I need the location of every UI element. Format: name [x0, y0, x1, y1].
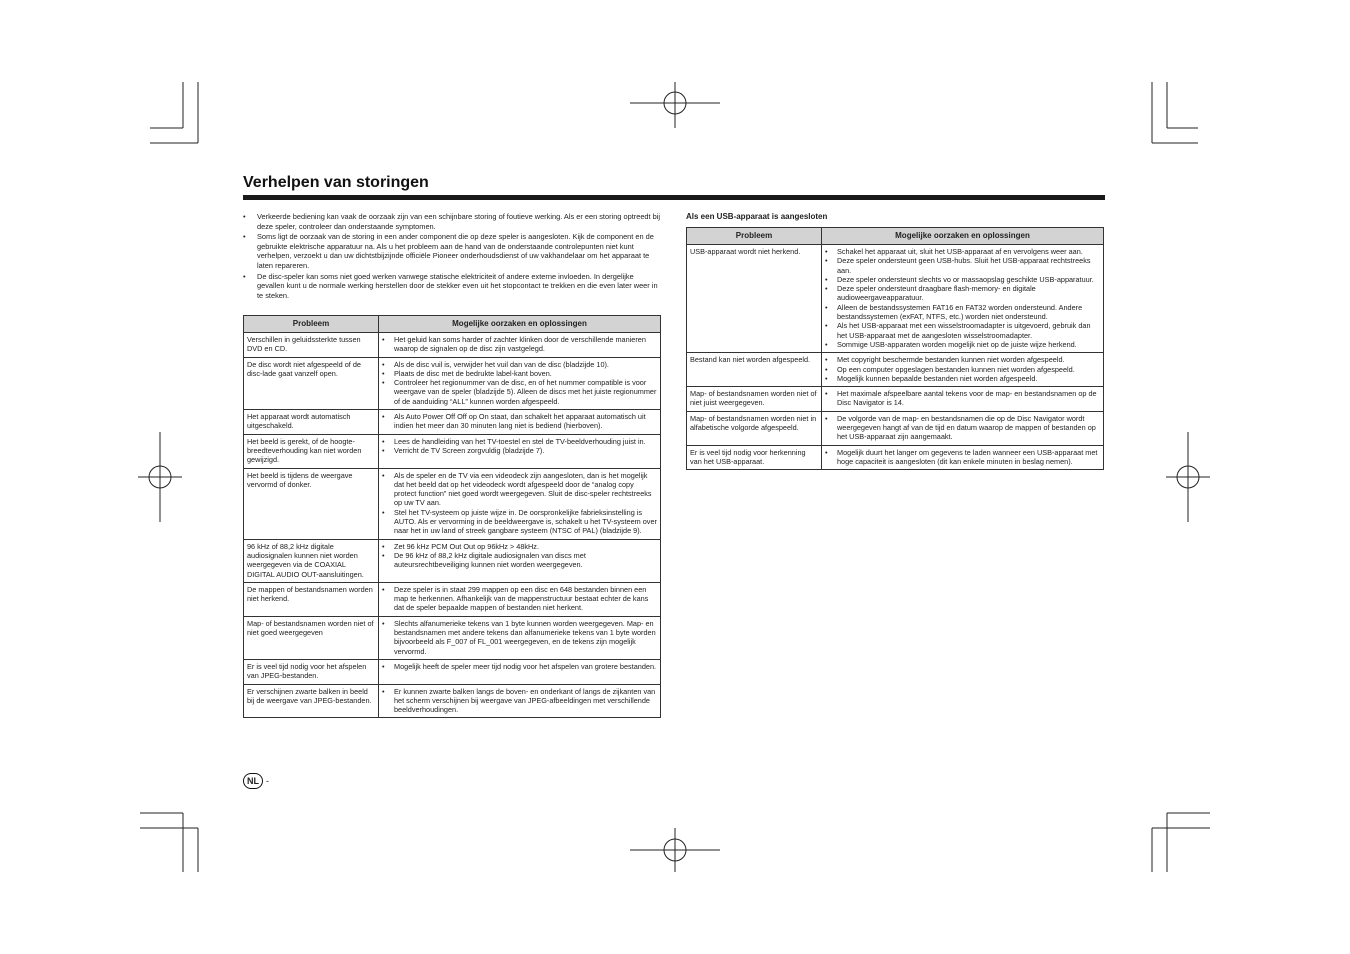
solution-item: • Met copyright beschermde bestanden kunnen niet worden afgespeeld.: [825, 355, 1100, 364]
usb-troubleshooting-table: [686, 227, 1104, 470]
solution-item: • Als het USB-apparaat met een wisselstroomadapter is uitgevoerd, gebruik dan het USB-apparaat met de aangesloten wisselstroomadapter.: [825, 321, 1100, 340]
column-header-problem: Probleem: [244, 316, 379, 333]
table-row: [244, 659, 661, 684]
table-row: [244, 582, 661, 616]
solution-item: • Als Auto Power Off Off op On staat, dan schakelt het apparaat automatisch uit indien het meer dan 30 minuten lang niet is bediend (hierboven).: [382, 412, 657, 431]
solutions-list: [382, 687, 657, 715]
solutions-cell: [822, 387, 1104, 412]
intro-item: • Verkeerde bediening kan vaak de oorzaak zijn van een schijnbare storing of foutieve werking. Als er een storing optreedt bij deze speler, controleer dan onderstaande symptomen.: [243, 212, 661, 231]
intro-list: [243, 212, 661, 301]
column-header-solutions: Mogelijke oorzaken en oplossingen: [379, 316, 661, 333]
table-row: [244, 539, 661, 582]
solution-item: • Deze speler ondersteunt geen USB-hubs. Sluit het USB-apparaat rechtstreeks aan.: [825, 256, 1100, 275]
table-row: [687, 245, 1104, 353]
solutions-list: [382, 360, 657, 406]
page-number-text: -: [266, 776, 269, 786]
solutions-list: [382, 335, 657, 354]
language-badge: NL: [243, 773, 263, 789]
solution-item: • Slechts alfanumerieke tekens van 1 byte kunnen worden weergegeven. Map- en bestandsnamen met andere tekens dan alfanumerieke tekens van 1 byte worden bijvoorbeeld als F_007 of FL_001 weergegeven, en de tekens zijn mogelijk vervormd.: [382, 619, 657, 656]
problem-cell: Map- of bestandsnamen worden niet of niet goed weergegeven: [244, 616, 379, 659]
solution-item: • Mogelijk heeft de speler meer tijd nodig voor het afspelen van grotere bestanden.: [382, 662, 657, 671]
problem-cell: Map- of bestandsnamen worden niet of niet juist weergegeven.: [687, 387, 822, 412]
solutions-cell: [379, 616, 661, 659]
solutions-list: [382, 471, 657, 536]
page-title: Verhelpen van storingen: [243, 174, 429, 191]
solutions-cell: [822, 353, 1104, 387]
solutions-list: [825, 247, 1100, 349]
solution-item: • Deze speler ondersteunt slechts vo or massaopslag geschikte USB-apparatuur.: [825, 275, 1100, 284]
solutions-list: [382, 619, 657, 656]
solutions-list: [382, 437, 657, 456]
solution-item: • De 96 kHz of 88,2 kHz digitale audiosignalen van discs met auteursrechtbeveiliging kunnen niet worden weergegeven.: [382, 551, 657, 570]
solution-item: • Alleen de bestandssystemen FAT16 en FAT32 worden ondersteund. Andere bestandssystemen (exFAT, NTFS, etc.) worden niet ondersteund.: [825, 303, 1100, 322]
intro-item: • De disc-speler kan soms niet goed werken vanwege statische elektriciteit of andere externe invloeden. In dergelijke gevallen kunt u de normale werking herstellen door de stekker even uit het stopcontact te trekken en die even later weer in te steken.: [243, 272, 661, 301]
solutions-cell: [379, 539, 661, 582]
column-header-solutions: Mogelijke oorzaken en oplossingen: [822, 228, 1104, 245]
table-row: [687, 411, 1104, 445]
page-number: [243, 773, 269, 789]
solution-item: • Schakel het apparaat uit, sluit het USB-apparaat af en vervolgens weer aan.: [825, 247, 1100, 256]
solution-item: • Sommige USB-apparaten worden mogelijk niet op de juiste wijze herkend.: [825, 340, 1100, 349]
problem-cell: Er is veel tijd nodig voor herkenning van het USB-apparaat.: [687, 445, 822, 470]
solution-item: • De volgorde van de map- en bestandsnamen die op de Disc Navigator wordt weergegeven hangt af van de tijd en datum waarop de mappen of bestanden op het USB-apparaat zijn aangemaakt.: [825, 414, 1100, 442]
troubleshooting-table: [243, 315, 661, 718]
solution-item: • Er kunnen zwarte balken langs de boven- en onderkant of langs de zijkanten van het scherm verschijnen bij weergave van JPEG-afbeeldingen met verschillende beeldverhoudingen.: [382, 687, 657, 715]
intro-item: • Soms ligt de oorzaak van de storing in een ander component die op deze speler is aangesloten. Kijk de component en de gebruikte elektrische apparatuur na. Als u het probleem aan de hand van de onderstaande controlepunten niet kunt verhelpen, verzoekt u dan uw dichtstbijzijnde officiële Pioneer onderhoudsdienst of uw vakhandelaar om het apparaat te laten repareren.: [243, 232, 661, 270]
solutions-list: [825, 389, 1100, 408]
problem-cell: Er is veel tijd nodig voor het afspelen van JPEG-bestanden.: [244, 659, 379, 684]
table-row: [244, 357, 661, 409]
solutions-list: [825, 448, 1100, 467]
table-row: [244, 410, 661, 435]
problem-cell: USB-apparaat wordt niet herkend.: [687, 245, 822, 353]
solutions-list: [825, 355, 1100, 383]
problem-cell: De disc wordt niet afgespeeld of de disc-lade gaat vanzelf open.: [244, 357, 379, 409]
solutions-cell: [822, 245, 1104, 353]
table-row: [244, 434, 661, 468]
solution-item: • Stel het TV-systeem op juiste wijze in. De oorspronkelijke fabrieksinstelling is AUTO. Als er vervorming in de beeldweergave is, schakelt u het TV-systeem over naar het in uw land of streek gangbare systeem (NTSC of PAL) (bladzijde 9).: [382, 508, 657, 536]
solution-item: • Op een computer opgeslagen bestanden kunnen niet worden afgespeeld.: [825, 365, 1100, 374]
problem-cell: Het apparaat wordt automatisch uitgeschakeld.: [244, 410, 379, 435]
solution-item: • Het maximale afspeelbare aantal tekens voor de map- en bestandsnamen op de Disc Navigator is 14.: [825, 389, 1100, 408]
solution-item: • Als de disc vuil is, verwijder het vuil dan van de disc (bladzijde 10).: [382, 360, 657, 369]
solutions-cell: [822, 411, 1104, 445]
solution-item: • Zet 96 kHz PCM Out Out op 96kHz > 48kHz.: [382, 542, 657, 551]
problem-cell: 96 kHz of 88,2 kHz digitale audiosignalen kunnen niet worden weergegeven via de COAXIAL DIGITAL AUDIO OUT-aansluitingen.: [244, 539, 379, 582]
solution-item: • Het geluid kan soms harder of zachter klinken door de verschillende manieren waarop de signalen op de disc zijn vastgelegd.: [382, 335, 657, 354]
problem-cell: Er verschijnen zwarte balken in beeld bij de weergave van JPEG-bestanden.: [244, 684, 379, 718]
solution-item: • Plaats de disc met de bedrukte label-kant boven.: [382, 369, 657, 378]
solutions-cell: [379, 468, 661, 539]
table-row: [687, 387, 1104, 412]
solutions-list: [382, 662, 657, 671]
solutions-cell: [379, 582, 661, 616]
table-row: [244, 684, 661, 718]
table-row: [244, 468, 661, 539]
usb-section-heading: Als een USB-apparaat is aangesloten: [686, 212, 828, 221]
solutions-cell: [379, 357, 661, 409]
solution-item: • Controleer het regionummer van de disc, en of het nummer compatible is voor weergave van de speler (bladzijde 5). Alleen de discs met het juiste regionummer of de aanduiding “ALL” kunnen worden afgespeeld.: [382, 378, 657, 406]
problem-cell: Bestand kan niet worden afgespeeld.: [687, 353, 822, 387]
table-row: [244, 333, 661, 358]
solution-item: • Deze speler is in staat 299 mappen op een disc en 648 bestanden binnen een map te herkennen. Afhankelijk van de mappenstructuur bestaat echter de kans dat de speler bepaalde mappen of bestanden niet herkent.: [382, 585, 657, 613]
solutions-list: [382, 542, 657, 570]
solution-item: • Mogelijk duurt het langer om gegevens te laden wanneer een USB-apparaat met hoge capaciteit is aangesloten (dit kan enkele minuten in beslag nemen).: [825, 448, 1100, 467]
solution-item: • Mogelijk kunnen bepaalde bestanden niet worden afgespeeld.: [825, 374, 1100, 383]
solution-item: • Als de speler en de TV via een videodeck zijn aangesloten, dan is het mogelijk dat het beeld dat op het videodeck wordt afgespeeld door de “analog copy protect function” niet goed wordt weergegeven. Sluit de disc-speler rechtstreeks op uw TV aan.: [382, 471, 657, 508]
solutions-cell: [379, 333, 661, 358]
solution-item: • Deze speler ondersteunt draagbare flash-memory- en digitale audioweergaveapparatuur.: [825, 284, 1100, 303]
problem-cell: Het beeld is tijdens de weergave vervormd of donker.: [244, 468, 379, 539]
problem-cell: Het beeld is gerekt, of de hoogte-breedteverhouding kan niet worden gewijzigd.: [244, 434, 379, 468]
problem-cell: Map- of bestandsnamen worden niet in alfabetische volgorde afgespeeld.: [687, 411, 822, 445]
table-row: [244, 616, 661, 659]
solutions-cell: [379, 659, 661, 684]
title-rule: [243, 195, 1105, 200]
table-row: [687, 445, 1104, 470]
solutions-list: [825, 414, 1100, 442]
solution-item: • Verricht de TV Screen zorgvuldig (bladzijde 7).: [382, 446, 657, 455]
solutions-cell: [379, 410, 661, 435]
solutions-cell: [379, 684, 661, 718]
problem-cell: Verschillen in geluidssterkte tussen DVD en CD.: [244, 333, 379, 358]
solutions-cell: [379, 434, 661, 468]
table-row: [687, 353, 1104, 387]
column-header-problem: Probleem: [687, 228, 822, 245]
solutions-list: [382, 585, 657, 613]
solutions-cell: [822, 445, 1104, 470]
problem-cell: De mappen of bestandsnamen worden niet herkend.: [244, 582, 379, 616]
solutions-list: [382, 412, 657, 431]
solution-item: • Lees de handleiding van het TV-toestel en stel de TV-beeldverhouding juist in.: [382, 437, 657, 446]
